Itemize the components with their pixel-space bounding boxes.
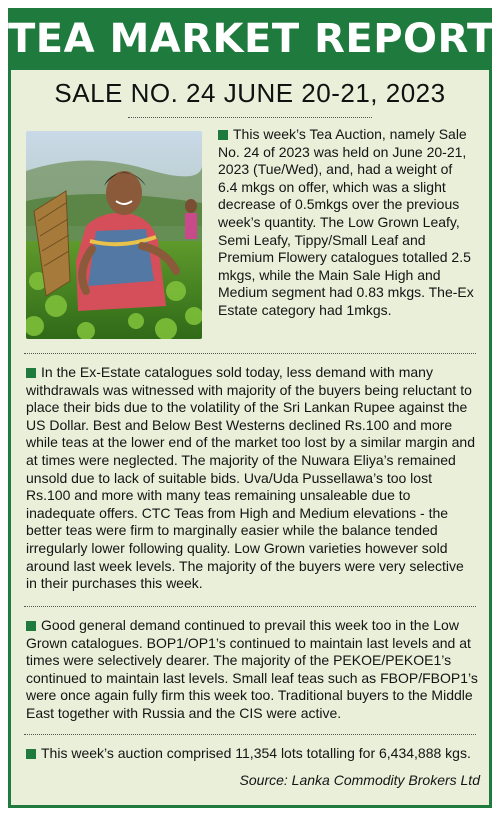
low-grown-text: Good general demand continued to prevail this week too in the Low Grown catalogues. BOP1/OP1’s continued to maintain last levels and at times were selectively dearer. The majority of the PEKOE/PEKOE1’s continued to maintain last levels. Small leaf teas such as FBOP/FBOP1’s were once again fully firm this week too. Traditional buyers to the Middle East together with Russia and the CIS were active. bbox=[26, 617, 478, 721]
low-grown-paragraph bbox=[26, 617, 478, 723]
section-divider bbox=[24, 606, 476, 607]
bullet-square-icon bbox=[26, 621, 36, 631]
source-credit: Source: Lanka Commodity Brokers Ltd bbox=[239, 772, 480, 788]
section-divider bbox=[24, 353, 476, 354]
report-title: TEA MARKET REPORT bbox=[8, 16, 495, 62]
intro-text: This week’s Tea Auction, namely Sale No. 24 of 2023 was held on June 20-21, 2023 (Tue/Wed), and, had a weight of 6.4 mkgs on offer, which was a slight decrease of 0.5mkgs over the previous week’s quantity. The Low Grown Leafy, Semi Leafy, Tippy/Small Leaf and Premium Flowery catalogues totalled 2.5 mkgs, while the Main Sale High and Medium segment had 0.83 mkgs. The-Ex Estate category had 1mkgs. bbox=[218, 126, 474, 318]
section-divider bbox=[24, 734, 476, 735]
sale-subtitle: SALE NO. 24 JUNE 20-21, 2023 bbox=[54, 78, 446, 108]
intro-paragraph bbox=[218, 126, 474, 320]
ex-estate-paragraph bbox=[26, 364, 478, 593]
bullet-square-icon bbox=[218, 130, 228, 140]
ex-estate-text: In the Ex-Estate catalogues sold today, less demand with many withdrawals was witnessed with majority of the buyers being reluctant to place their bids due to the volatility of the Sri Lankan Rupee against the US Dollar. Best and Below Best Westerns declined Rs.100 and more while teas at the lower end of the market too lost by a similar margin and at times were neglected. The majority of the Nuwara Eliya’s remained unsold due to lack of suitable bids. Uva/Uda Pussellawa’s too lost Rs.100 and more with many teas remaining unsaleable due to inadequate offers. CTC Teas from High and Medium elevations - the better teas were firm to marginally easier while the balance tended irregularly lower following quality. Low Grown varieties however sold around last week levels. The majority of the buyers were very selective in their purchases this week. bbox=[26, 364, 475, 592]
bullet-square-icon bbox=[26, 749, 36, 759]
bullet-square-icon bbox=[26, 368, 36, 378]
title-banner bbox=[8, 8, 495, 70]
tea-picker-photo bbox=[26, 131, 202, 339]
auction-summary-paragraph bbox=[26, 745, 486, 763]
auction-summary-text: This week’s auction comprised 11,354 lots totalling for 6,434,888 kgs. bbox=[41, 745, 471, 761]
subtitle-divider bbox=[128, 117, 372, 118]
